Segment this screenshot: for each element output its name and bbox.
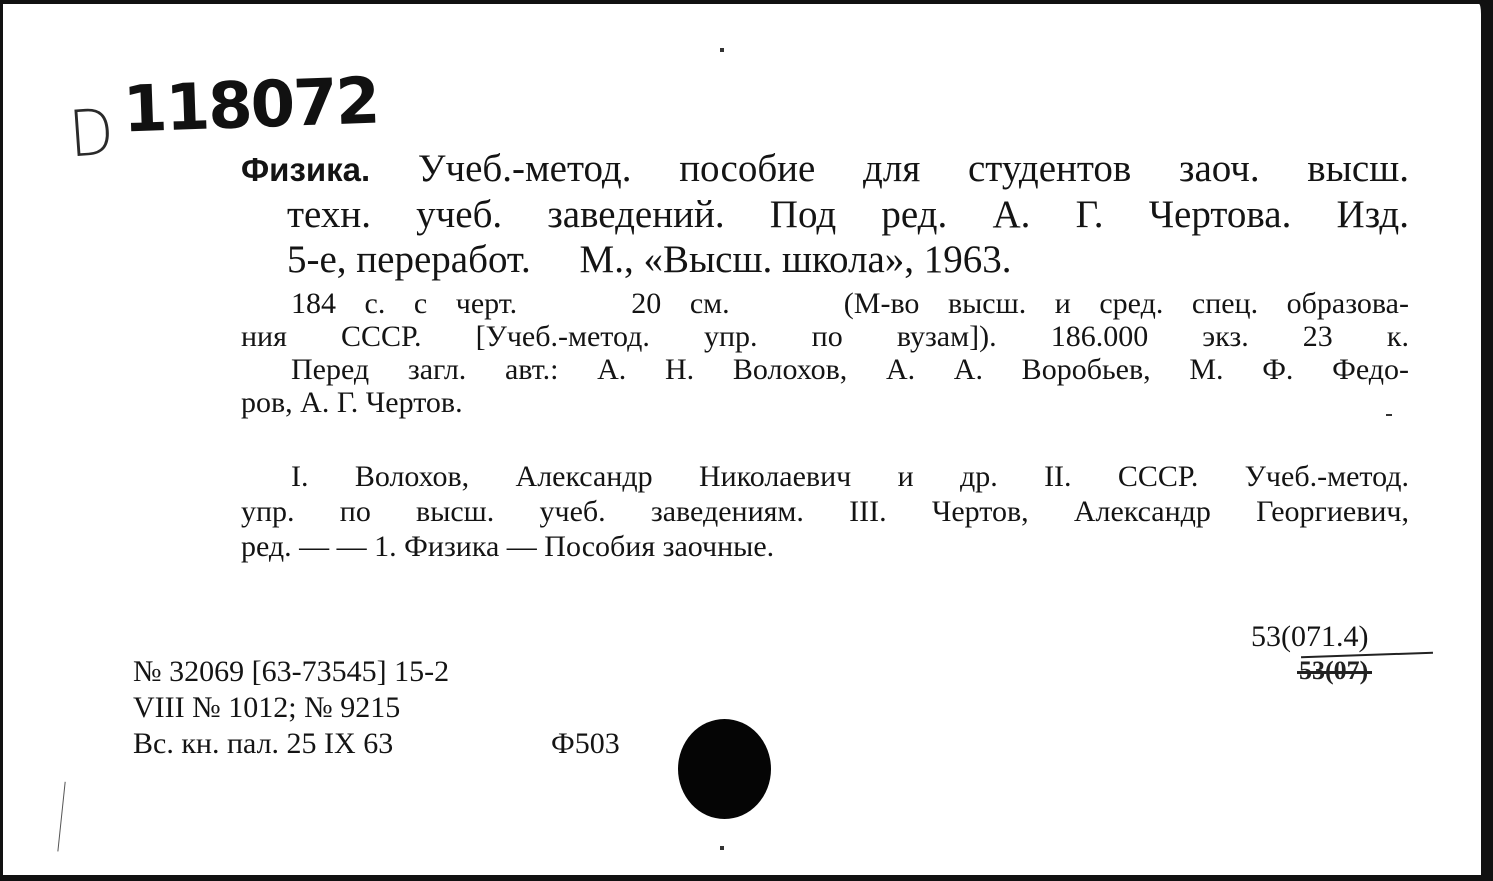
- punch-hole: [678, 719, 771, 819]
- entry-line-2: техн. учеб. заведений. Под ред. А. Г. Чертова. Изд.: [287, 193, 1409, 236]
- footer-line-1: № 32069 [63-73545] 15-2: [133, 655, 450, 688]
- footer-line-2: VIII № 1012; № 9215: [133, 691, 401, 724]
- footer-line-3: Вс. кн. пал. 25 IX 63: [133, 727, 394, 760]
- entry-line-1: [241, 146, 1409, 192]
- bibliographic-entry: [241, 146, 1409, 282]
- udc-crossed-classification: 53(07): [1299, 656, 1369, 685]
- collation-line-1: 184 с. с черт. 20 см. (М-во высш. и сред. спец. образова-: [291, 287, 1409, 320]
- collation-block: [241, 287, 1409, 419]
- registration-mark-bottom: [720, 846, 724, 850]
- udc-classification: 53(071.4): [1251, 620, 1369, 653]
- tracings-block: [241, 459, 1409, 564]
- registration-mark-top: [720, 48, 724, 52]
- tracings-line-1: I. Волохов, Александр Николаевич и др. II. СССР. Учеб.-метод.: [291, 460, 1409, 493]
- stamp-letter: D: [66, 94, 117, 172]
- registration-mark-right: [1386, 414, 1392, 416]
- tracings-line-2: упр. по высш. учеб. заведениям. III. Чертов, Александр Георгиевич,: [241, 495, 1409, 528]
- stamp-number: 118072: [121, 64, 380, 148]
- entry-title-word: Физика.: [241, 151, 371, 188]
- entry-line-3: 5-е, переработ. М., «Высш. школа», 1963.: [287, 238, 1012, 281]
- collation-line-4: ров, А. Г. Чертов.: [241, 386, 463, 419]
- collation-line-2: ния СССР. [Учеб.-метод. упр. по вузам]). 186.000 экз. 23 к.: [241, 320, 1409, 353]
- card-footer: [133, 654, 449, 762]
- collation-line-3: Перед загл. авт.: А. Н. Волохов, А. А. Воробьев, М. Ф. Федо-: [291, 353, 1409, 386]
- pencil-mark: [57, 782, 73, 853]
- footer-code: Ф503: [551, 727, 620, 760]
- entry-line-1-rest: Учеб.-метод. пособие для студентов заоч. высш.: [417, 147, 1410, 190]
- tracings-line-3: ред. — — 1. Физика — Пособия заочные.: [241, 530, 775, 563]
